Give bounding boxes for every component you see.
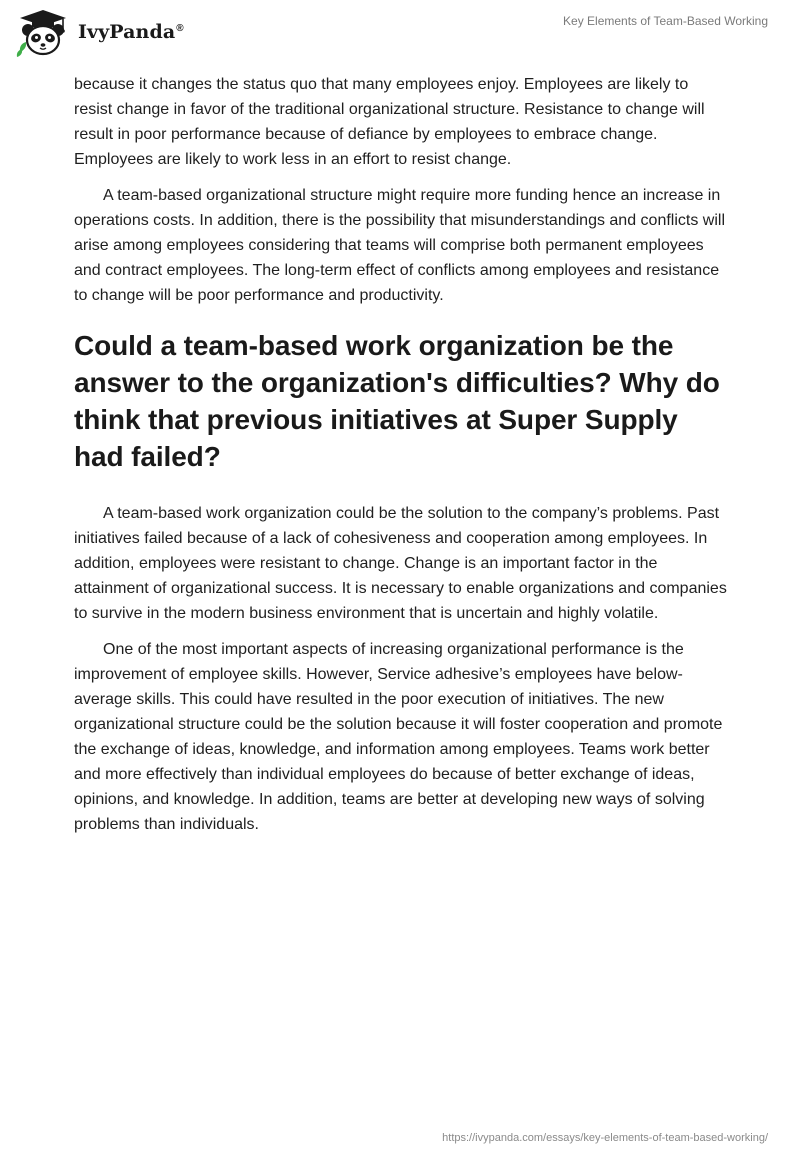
section-heading: Could a team-based work organization be the answer to the organization's difficulties? Why do think that previous initiatives at Super Supply had failed? [74,330,720,472]
brand-text: IvyPanda [78,21,176,43]
panda-graduate-icon [14,8,72,58]
paragraph-1: because it changes the status quo that many employees enjoy. Employees are likely to resist change in favor of the traditional organizational structure. Resistance to change will result in poor performance because of defiance by employees to embrace change. Employees are likely to work less in an effort to resist change. [74,76,705,168]
source-url[interactable]: https://ivypanda.com/essays/key-elements-of-team-based-working/ [442,1132,768,1144]
brand-name [78,21,184,43]
ivypanda-logo[interactable] [14,8,184,58]
registered-mark: ® [176,22,184,34]
paragraph-2: A team-based organizational structure might require more funding hence an increase in operations costs. In addition, there is the possibility that misunderstandings and conflicts will arise among employees considering that teams will comprise both permanent employees and contract employees. The long-term effect of conflicts among employees and resistance to change will be poor performance and productivity. [74,187,726,304]
page-header [0,0,800,70]
essay-content [74,72,730,848]
document-title: Key Elements of Team-Based Working [563,14,768,28]
paragraph-4: One of the most important aspects of increasing organizational performance is the improvement of employee skills. However, Service adhesive’s employees have below-average skills. This could have resulted in the poor execution of initiatives. The new organizational structure could be the solution because it will foster cooperation and promote the exchange of ideas, knowledge, and information among employees. Teams work better and more effectively than individual employees do because of better exchange of ideas, opinions, and knowledge. In addition, teams are better at developing new ways of solving problems than individuals. [74,641,723,833]
paragraph-3: A team-based work organization could be the solution to the company’s problems. Past initiatives failed because of a lack of cohesiveness and cooperation among employees. In addition, employees were resistant to change. Change is an important factor in the attainment of organizational success. It is necessary to enable organizations and companies to survive in the modern business environment that is uncertain and highly volatile. [74,505,727,622]
